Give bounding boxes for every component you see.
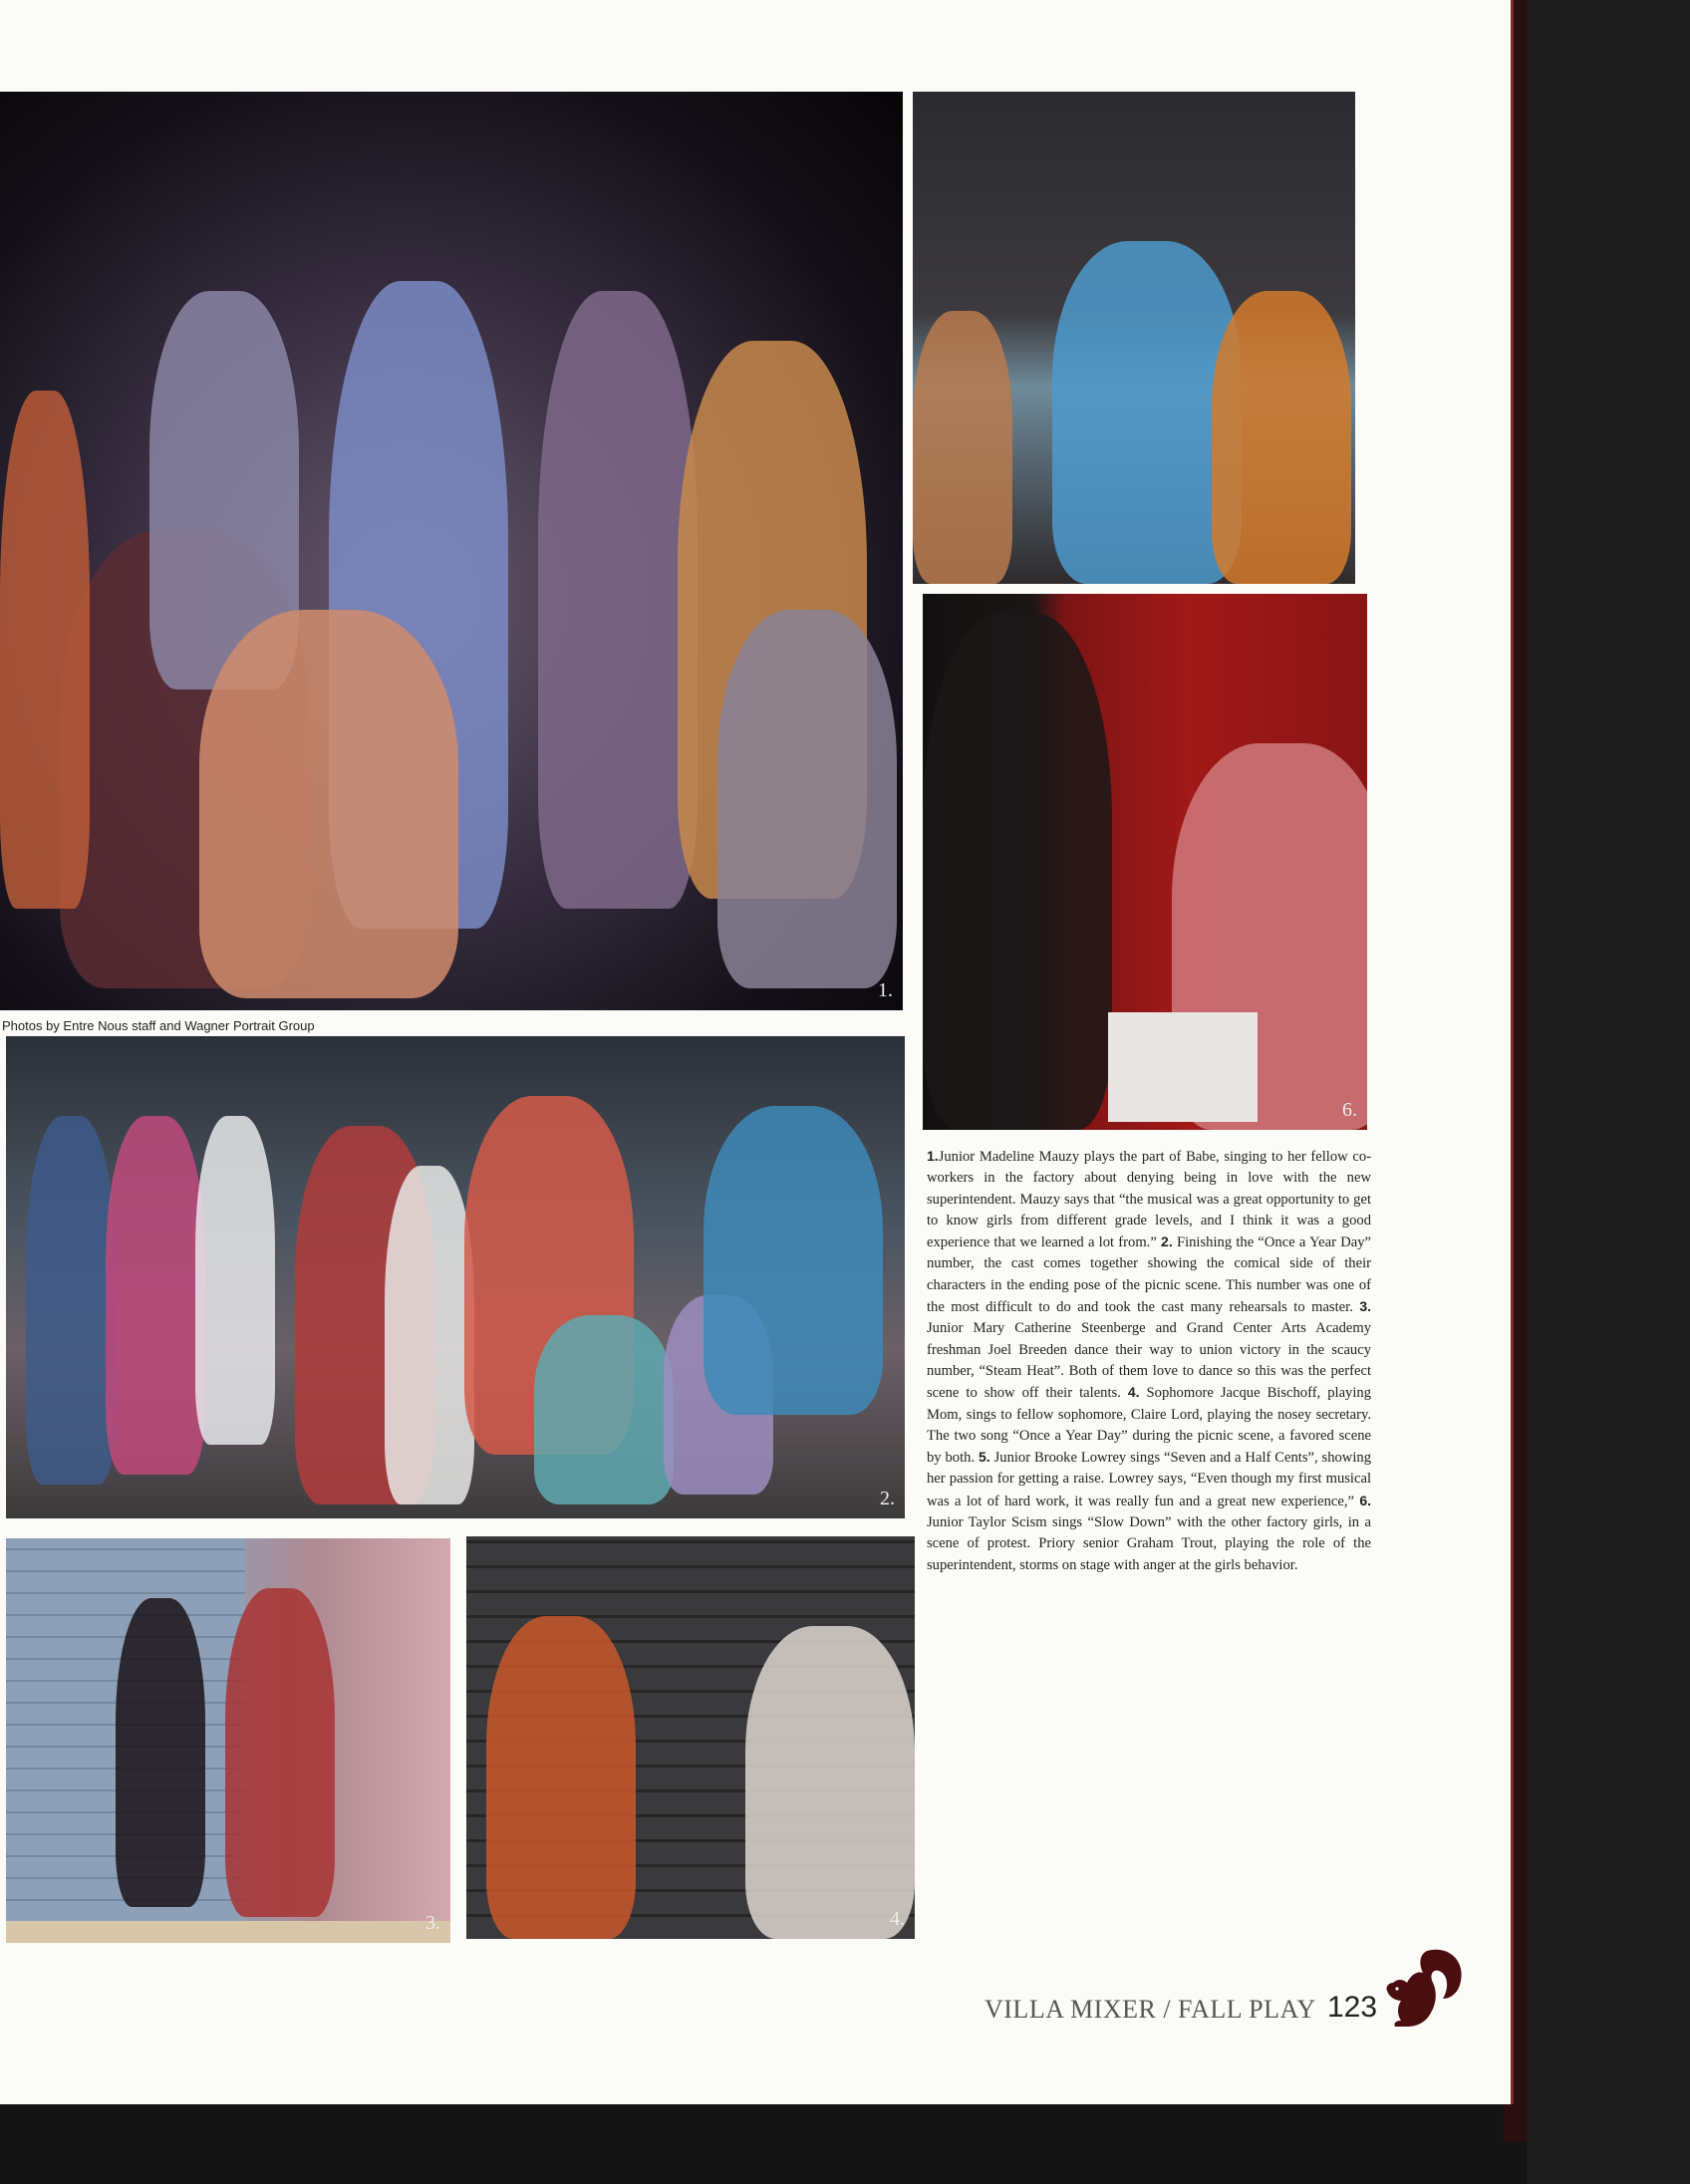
caption-paragraph: Junior Mary Catherine Steenberge and Grand Center Arts Academy freshman Joel Breeden dance their way to union victory in the scaucy number, “Steam Heat”. Both of them love to dance so this was the perfect scene to show off their talents. [927, 1320, 1371, 1402]
caption-paragraph: Finishing the “Once a Year Day” number, the cast comes together showing the comical side of their characters in the ending pose of the picnic scene. This number was one of the most difficult to do and took the cast many rehearsals to master. [927, 1234, 1371, 1316]
photo-3 [6, 1538, 450, 1943]
photo-number: 1. [878, 979, 893, 1001]
photo-1 [0, 92, 903, 1010]
photo-number: 2. [880, 1488, 895, 1509]
caption-text [927, 1146, 1371, 1576]
photo-number: 6. [1342, 1099, 1357, 1121]
page-number: 123 [1327, 1991, 1378, 2024]
photo-5 [913, 92, 1355, 584]
caption-number: 5. [979, 1449, 990, 1466]
photo-number: 4. [890, 1908, 905, 1930]
caption-paragraph: Junior Taylor Scism sings “Slow Down” with the other factory girls, in a scene of protest. Priory senior Graham Trout, playing the role of the superintendent, storms on stage with anger at the girls behavior. [927, 1514, 1371, 1573]
caption-paragraph: Sophomore Jacque Bischoff, playing Mom, sings to fellow sophomore, Claire Lord, playing the nosey secretary. The two song “Once a Year Day” during the picnic scene, a favored scene by both. [927, 1385, 1371, 1467]
caption-number: 3. [1359, 1298, 1371, 1315]
photo-4 [466, 1536, 915, 1939]
photo-number: 3. [425, 1912, 440, 1934]
photo-2 [6, 1036, 905, 1518]
caption-number: 1. [927, 1148, 939, 1164]
binder-background [1527, 0, 1690, 2184]
caption-number: 2. [1161, 1233, 1173, 1250]
photo-6 [923, 594, 1367, 1130]
caption-paragraph: Junior Brooke Lowrey sings “Seven and a Half Cents”, showing her passion for getting a raise. Lowrey says, “Even though my first musical was a lot of hard work, it was really fun and a great new experience,” [927, 1450, 1371, 1509]
caption-number: 4. [1127, 1384, 1140, 1401]
section-title: VILLA MIXER / FALL PLAY [985, 1995, 1316, 2024]
caption-paragraph: Junior Madeline Mauzy plays the part of Babe, singing to her fellow co-workers in the factory about denying being in love with the new superintendent. Mauzy says that “the musical was a great opportunity to get to know girls from different grade levels, and I think it was a good experience that we learned a lot from.” [927, 1149, 1371, 1251]
squirrel-icon [1377, 1943, 1467, 2033]
photo-credit: Photos by Entre Nous staff and Wagner Portrait Group [2, 1018, 315, 1033]
caption-number: 6. [1359, 1492, 1371, 1508]
